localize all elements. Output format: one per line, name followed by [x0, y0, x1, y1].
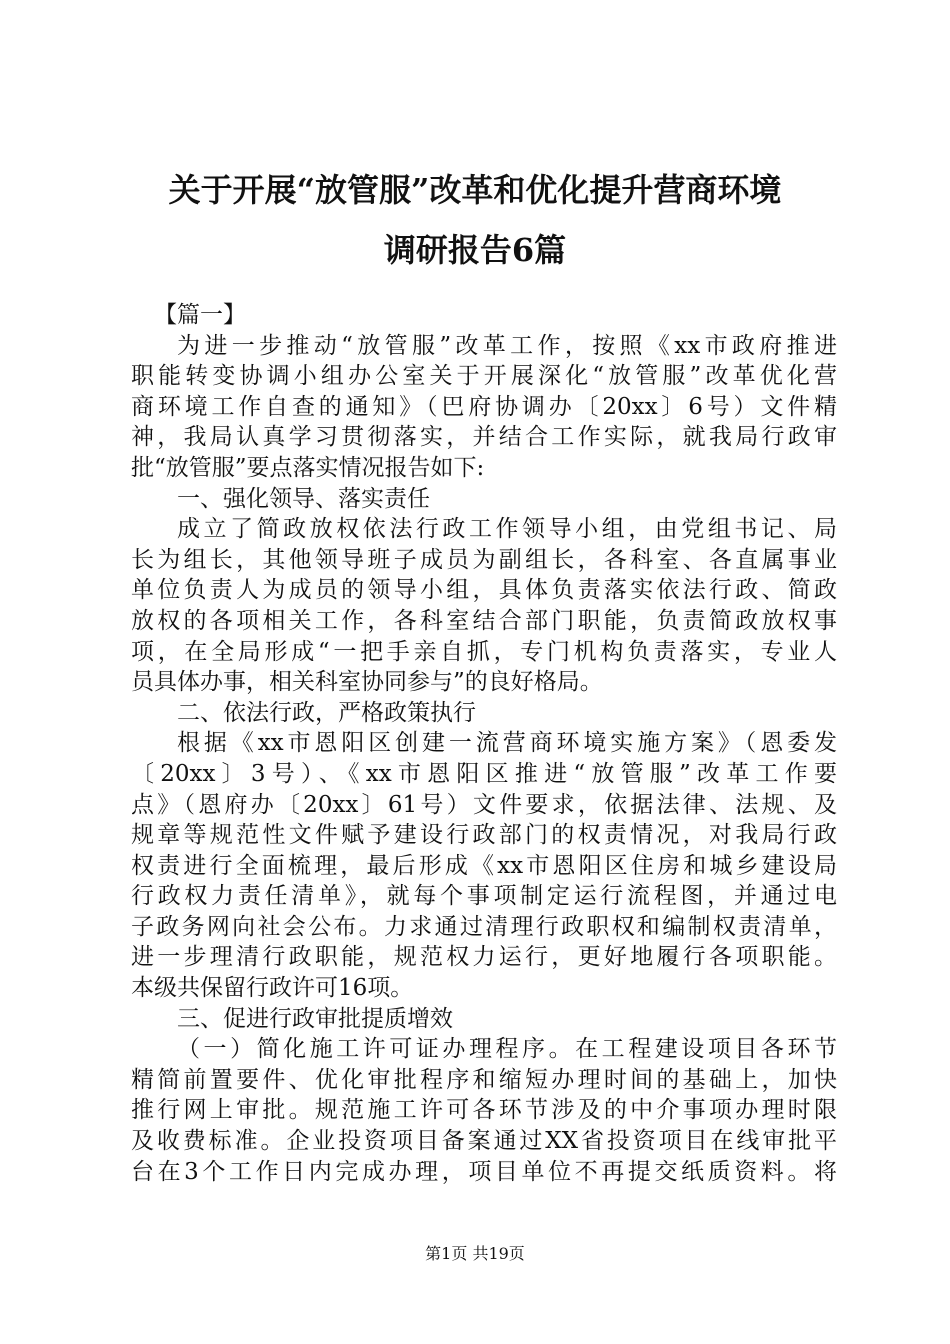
- body-line: 二、依法行政，严格政策执行: [177, 699, 476, 726]
- body-line: 为进一步推动“放管服”改革工作，按照《xx市政府推进: [177, 332, 837, 359]
- body-line: 一、强化领导、落实责任: [177, 485, 430, 512]
- body-line: 批“放管服”要点落实情况报告如下:: [131, 454, 485, 481]
- body-line: 职能转变协调小组办公室关于开展深化“放管服”改革优化营: [131, 363, 837, 390]
- body-line: 三、促进行政审批提质增效: [177, 1005, 453, 1032]
- body-line: 精简前置要件、优化审批程序和缩短办理时间的基础上，加快: [131, 1066, 837, 1093]
- body-line: 商环境工作自查的通知》（巴府协调办〔20xx〕6号）文件精: [131, 393, 837, 420]
- title-line-1: 关于开展“放管服”改革和优化提升营商环境: [168, 171, 782, 209]
- page-footer: 第1页 共19页: [425, 1244, 525, 1263]
- body-line: 本级共保留行政许可16项。: [131, 975, 414, 1002]
- body-line: 项，在全局形成“一把手亲自抓，专门机构负责落实，专业人: [131, 638, 837, 665]
- body-line: 成立了简政放权依法行政工作领导小组，由党组书记、局: [177, 516, 837, 543]
- body-line: 〔20xx〕3号）、《xx市恩阳区推进“放管服”改革工作要: [131, 760, 837, 787]
- body-line: 行政权力责任清单》，就每个事项制定运行流程图，并通过电: [131, 883, 837, 910]
- document-body: [131, 300, 837, 1187]
- body-line: 根据《xx市恩阳区创建一流营商环境实施方案》（恩委发: [177, 730, 837, 757]
- body-line: 【篇一】: [154, 302, 246, 328]
- body-line: 规章等规范性文件赋予建设行政部门的权责情况，对我局行政: [131, 822, 837, 849]
- body-line: 放权的各项相关工作，各科室结合部门职能，负责简政放权事: [131, 607, 837, 634]
- body-line: 及收费标准。企业投资项目备案通过XX省投资项目在线审批平: [131, 1128, 837, 1155]
- body-line: 台在3个工作日内完成办理，项目单位不再提交纸质资料。将: [131, 1158, 837, 1185]
- body-line: 推行网上审批。规范施工许可各环节涉及的中介事项办理时限: [131, 1097, 837, 1124]
- body-line: 单位负责人为成员的领导小组，具体负责落实依法行政、简政: [131, 577, 837, 604]
- body-line: 点》（恩府办〔20xx〕61号）文件要求，依据法律、法规、及: [131, 791, 837, 818]
- body-line: 长为组长，其他领导班子成员为副组长，各科室、各直属事业: [131, 546, 837, 573]
- title-line-2: 调研报告6篇: [383, 231, 567, 269]
- body-line: 权责进行全面梳理，最后形成《xx市恩阳区住房和城乡建设局: [131, 852, 837, 879]
- body-line: 神，我局认真学习贯彻落实，并结合工作实际，就我局行政审: [131, 424, 837, 451]
- body-line: 子政务网向社会公布。力求通过清理行政职权和编制权责清单，: [131, 913, 837, 940]
- body-line: （一）简化施工许可证办理程序。在工程建设项目各环节: [177, 1036, 837, 1063]
- body-line: 员具体办事，相关科室协同参与”的良好格局。: [131, 669, 603, 696]
- body-line: 进一步理清行政职能，规范权力运行，更好地履行各项职能。: [131, 944, 837, 971]
- document-title: [90, 160, 860, 280]
